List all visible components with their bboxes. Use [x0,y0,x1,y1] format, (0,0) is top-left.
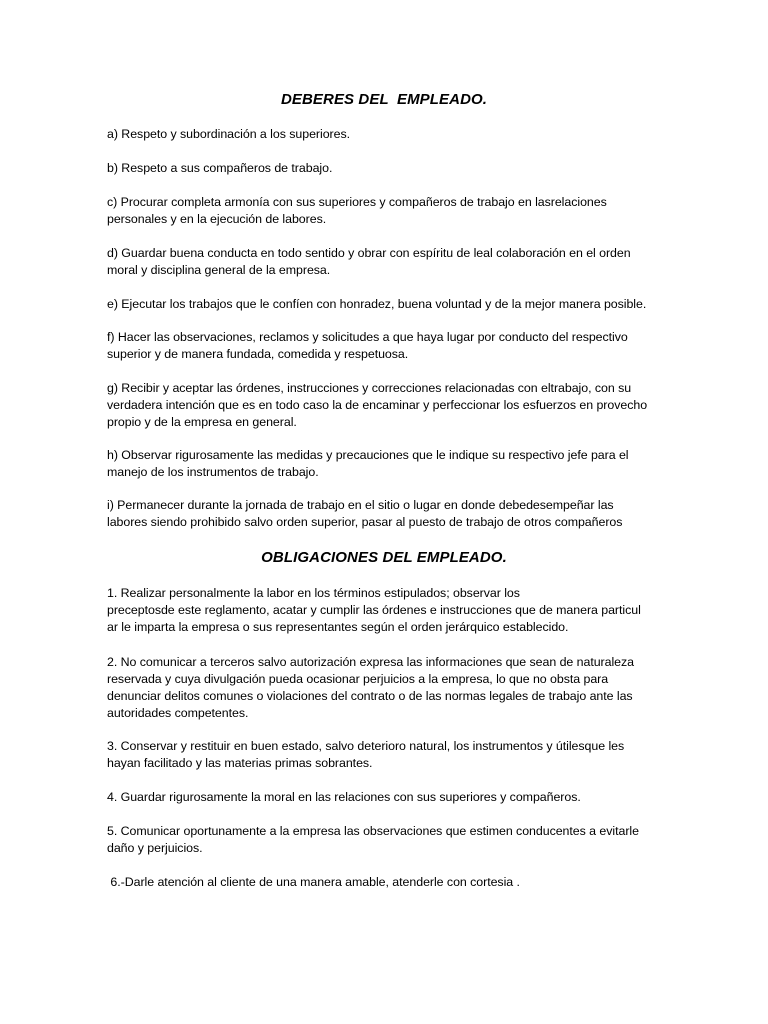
text-line: 6.-Darle atención al cliente de una manera amable, atenderle con cortesia . [107,875,520,889]
deber-item-f [107,329,707,363]
text-line: preceptosde este reglamento, acatar y cumplir las órdenes e instrucciones que de manera particul [107,603,641,617]
text-line: c) Procurar completa armonía con sus superiores y compañeros de trabajo en lasrelaciones [107,195,607,209]
text-line: ar le imparta la empresa o sus representantes según el orden jerárquico establecido. [107,620,569,634]
text-line: h) Observar rigurosamente las medidas y precauciones que le indique su respectivo jefe para el [107,448,629,462]
obligacion-item-3 [107,738,707,772]
obligacion-item-2 [107,654,707,722]
text-line: 2. No comunicar a terceros salvo autorización expresa las informaciones que sean de naturaleza [107,655,635,669]
text-line: f) Hacer las observaciones, reclamos y solicitudes a que haya lugar por conducto del respectivo [107,330,628,344]
text-line: superior y de manera fundada, comedida y respetuosa. [107,347,409,361]
text-line: moral y disciplina general de la empresa. [107,263,331,277]
text-line: 1. Realizar personalmente la labor en los términos estipulados; observar los [107,586,520,600]
text-line: propio y de la empresa en general. [107,415,297,429]
text-line: reservada y cuya divulgación pueda ocasionar perjuicios a la empresa, lo que no obsta para [107,672,609,686]
deber-item-g [107,380,707,431]
text-line: autoridades competentes. [107,706,249,720]
text-line: d) Guardar buena conducta en todo sentido y obrar con espíritu de leal colaboración en el orden [107,246,631,260]
text-line: 5. Comunicar oportunamente a la empresa las observaciones que estimen conducentes a evitarle [107,824,639,838]
deber-item-b [107,160,707,177]
text-line: g) Recibir y aceptar las órdenes, instrucciones y correcciones relacionadas con eltrabajo, con su [107,381,632,395]
obligacion-item-4 [107,789,707,806]
deber-item-h [107,447,707,481]
text-line: hayan facilitado y las materias primas sobrantes. [107,756,373,770]
text-line: denunciar delitos comunes o violaciones del contrato o de las normas legales de trabajo ante las [107,689,633,703]
deber-item-a [107,126,707,143]
heading-obligaciones: OBLIGACIONES DEL EMPLEADO. [261,549,507,566]
obligacion-item-1 [107,585,707,636]
text-line: 4. Guardar rigurosamente la moral en las relaciones con sus superiores y compañeros. [107,790,581,804]
obligacion-item-5 [107,823,707,857]
text-line: verdadera intención que es en todo caso la de encaminar y perfeccionar los esfuerzos en provecho [107,398,648,412]
deber-item-d [107,245,707,279]
text-line: daño y perjuicios. [107,841,203,855]
text-line: manejo de los instrumentos de trabajo. [107,465,319,479]
heading-deberes: DEBERES DEL EMPLEADO. [280,91,488,108]
text-line: i) Permanecer durante la jornada de trabajo en el sitio o lugar en donde debedesempeñar las [107,498,614,512]
text-line: e) Ejecutar los trabajos que le confíen con honradez, buena voluntad y de la mejor manera posible. [107,297,647,311]
deber-item-i [107,497,707,531]
text-line: personales y en la ejecución de labores. [107,212,327,226]
deber-item-e [107,296,707,313]
obligacion-item-6 [107,874,707,891]
text-line: a) Respeto y subordinación a los superiores. [107,127,350,141]
text-line: labores siendo prohibido salvo orden superior, pasar al puesto de trabajo de otros compañeros [107,515,623,529]
text-line: b) Respeto a sus compañeros de trabajo. [107,161,333,175]
deber-item-c [107,194,707,228]
text-line: 3. Conservar y restituir en buen estado, salvo deterioro natural, los instrumentos y útilesque les [107,739,625,753]
